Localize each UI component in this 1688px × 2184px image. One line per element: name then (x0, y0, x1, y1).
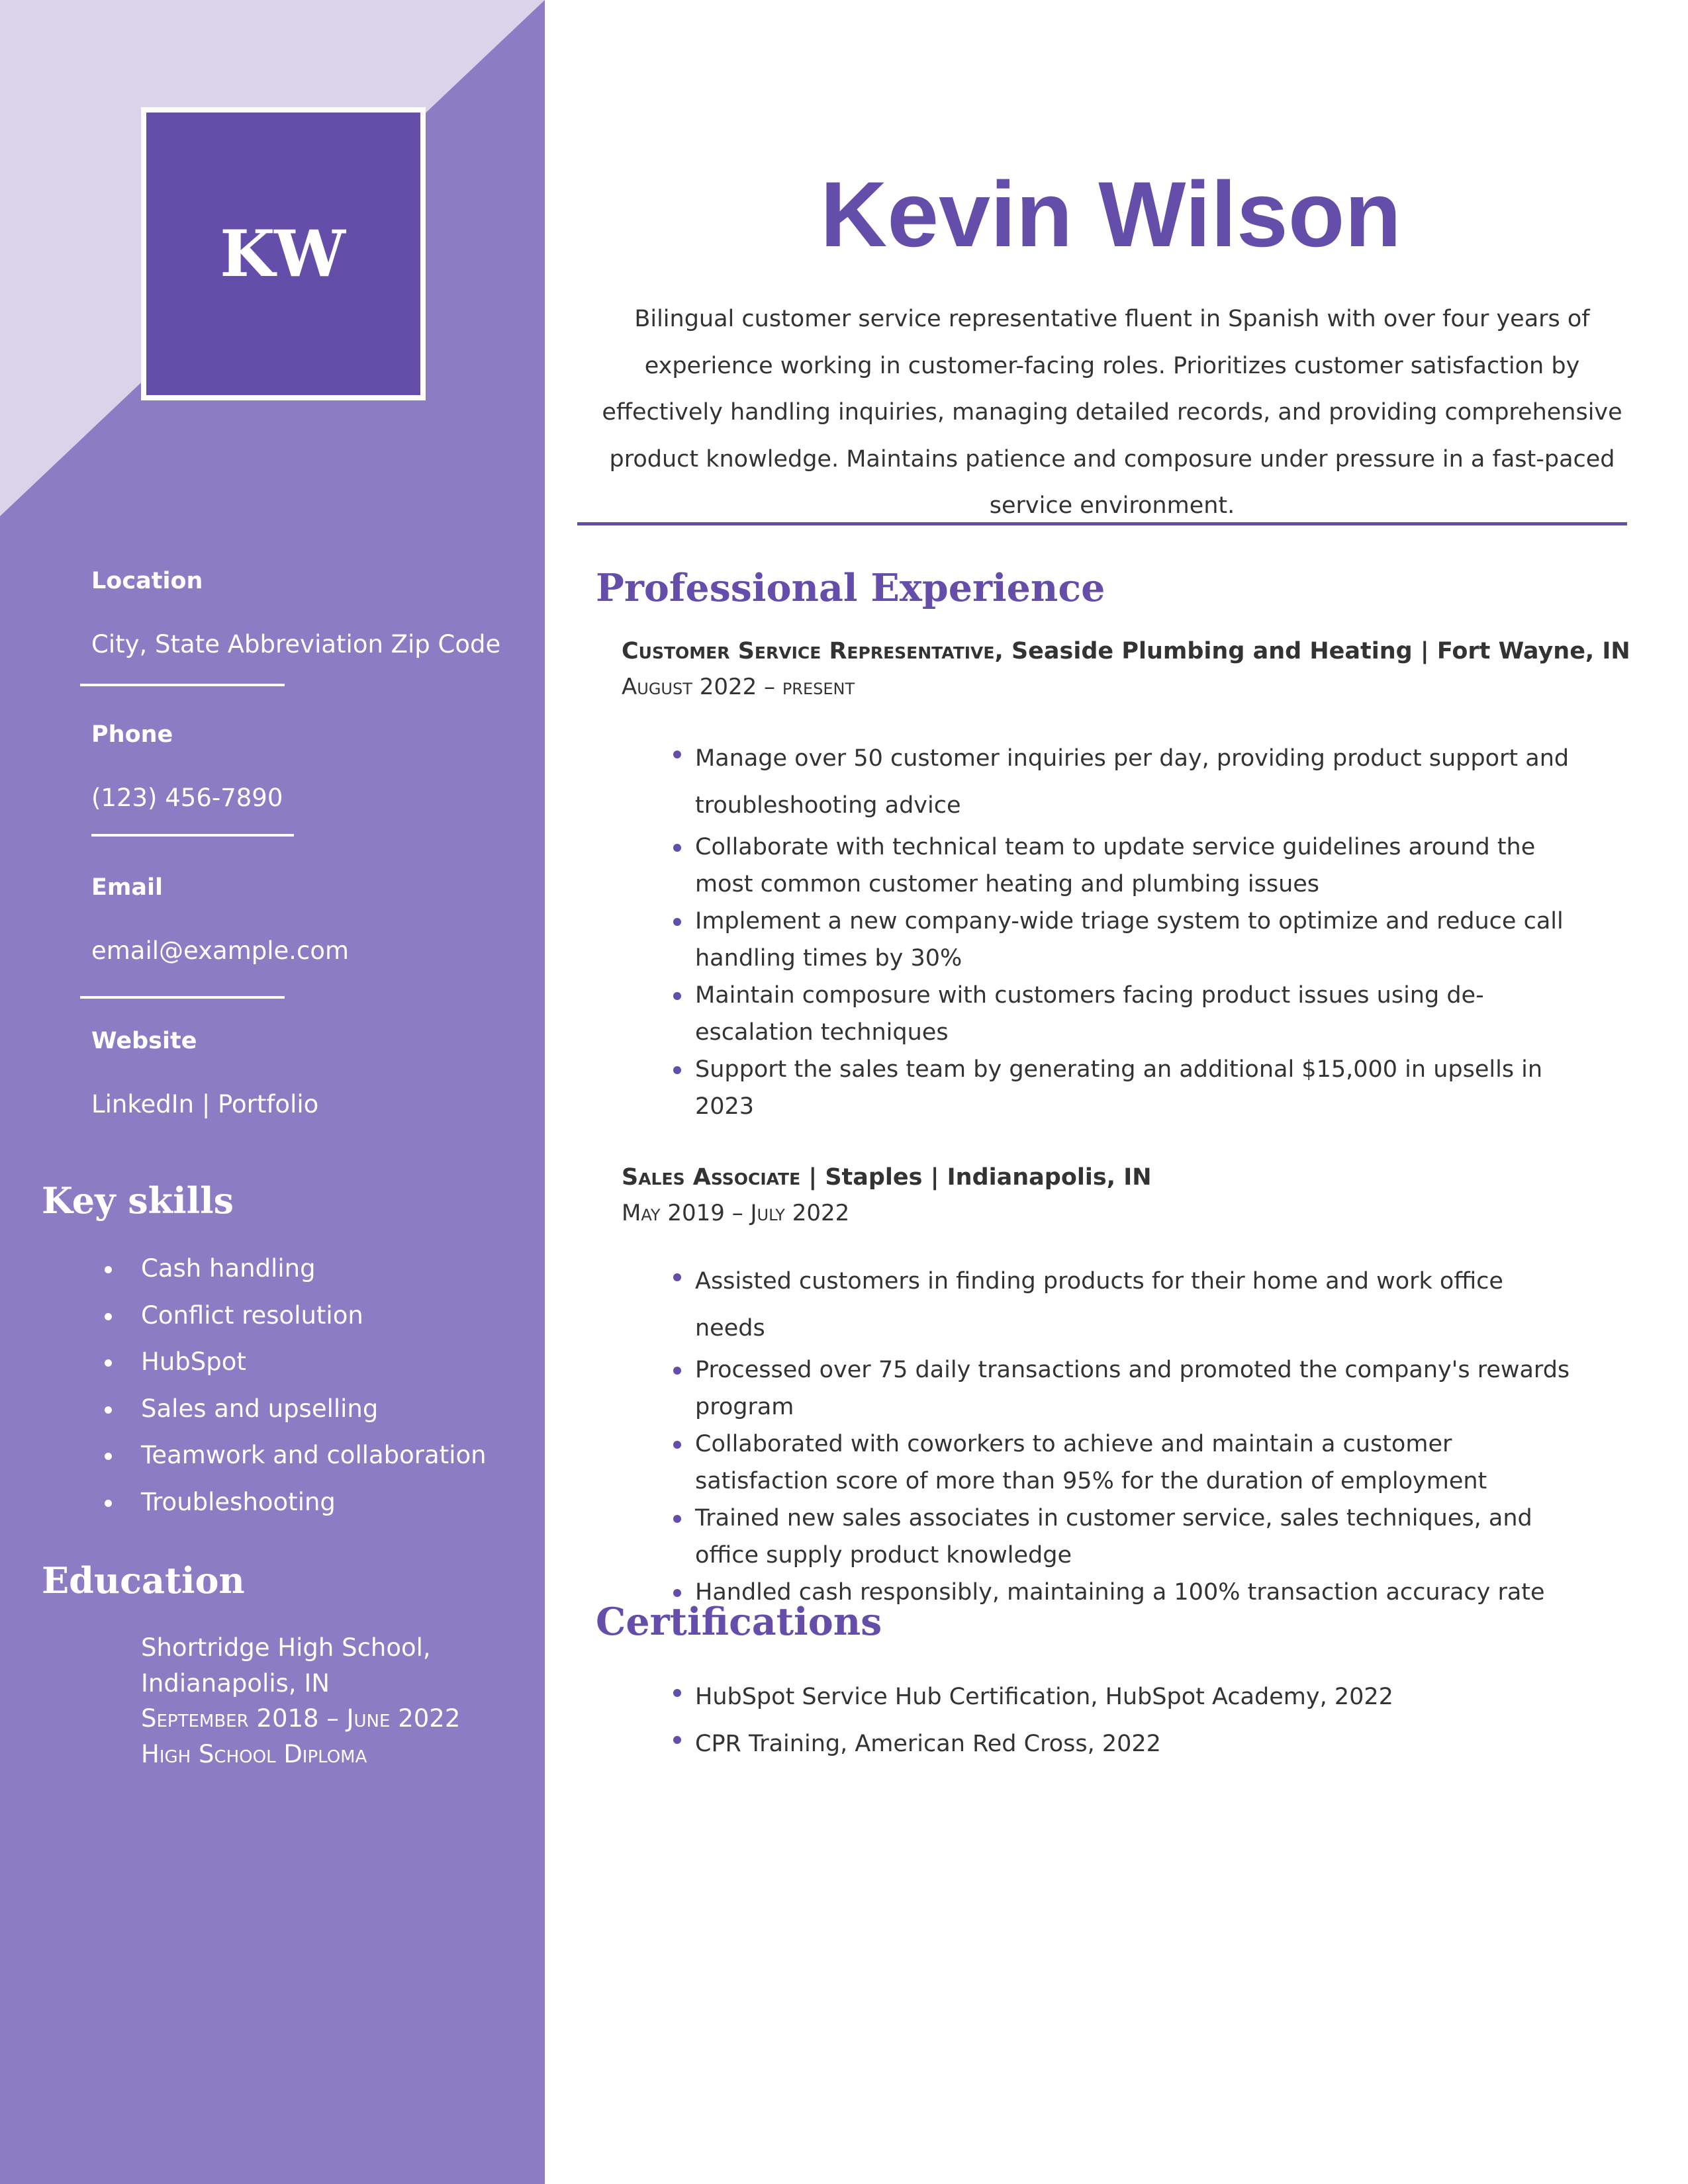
job-bullets (695, 1258, 1575, 1611)
phone-label: Phone (91, 721, 173, 748)
skill-item: Sales and upselling (99, 1386, 487, 1433)
monogram-badge (141, 107, 426, 400)
experience-heading: Professional Experience (596, 566, 1105, 610)
certifications-list (695, 1674, 1575, 1767)
certifications-heading: Certifications (596, 1600, 882, 1644)
job-dates: August 2022 – present (622, 674, 855, 700)
skill-item: HubSpot (99, 1339, 487, 1386)
job-title (622, 1164, 1152, 1191)
job-bullet: Collaborate with technical team to update service guidelines around the most common customer heating and plumbing issues (695, 829, 1575, 903)
professional-summary: Bilingual customer service representative fluent in Spanish with over four years of experience working in customer-facing roles. Prioritizes customer satisfaction by effectively handling inquiries, managing detailed records, and providing comprehensive product knowledge. Maintains patience and composure under pressure in a fast-paced service environment. (602, 306, 1622, 519)
job-bullet: Assisted customers in finding products for their home and work office needs (695, 1258, 1575, 1351)
skill-item: Troubleshooting (99, 1479, 487, 1526)
job-company: , Seaside Plumbing and Heating | Fort Wayne, IN (994, 638, 1630, 664)
contact-divider (80, 684, 285, 686)
website-value[interactable]: LinkedIn | Portfolio (91, 1090, 319, 1118)
skill-item: Teamwork and collaboration (99, 1432, 487, 1479)
job-bullet: Implement a new company-wide triage system to optimize and reduce call handling times by 30% (695, 903, 1575, 977)
job-company: | Staples | Indianapolis, IN (800, 1164, 1152, 1191)
job-dates: May 2019 – July 2022 (622, 1200, 850, 1226)
education-dates: September 2018 – June 2022 (141, 1704, 461, 1733)
job-bullet: Maintain composure with customers facing product issues using de-escalation techniques (695, 977, 1575, 1051)
skills-heading: Key skills (42, 1179, 234, 1222)
skill-item: Conflict resolution (99, 1293, 487, 1340)
job-bullet: Collaborated with coworkers to achieve and maintain a customer satisfaction score of more than 95% for the duration of employment (695, 1426, 1575, 1500)
contact-divider (80, 996, 285, 999)
job-bullet: Processed over 75 daily transactions and promoted the company's rewards program (695, 1351, 1575, 1426)
job-title (622, 638, 1630, 664)
candidate-name: Kevin Wilson (820, 162, 1401, 266)
skills-list (99, 1246, 487, 1525)
job-role: Sales Associate (622, 1164, 801, 1191)
job-bullet: Manage over 50 customer inquiries per day, providing product support and troubleshooting advice (695, 735, 1575, 829)
monogram-text: KW (220, 216, 347, 291)
contact-divider (91, 834, 294, 837)
email-label: Email (91, 874, 163, 901)
education-location: Indianapolis, IN (141, 1669, 330, 1698)
job-bullets (695, 735, 1575, 1125)
education-school: Shortridge High School, (141, 1633, 431, 1662)
location-value: City, State Abbreviation Zip Code (91, 630, 501, 659)
email-value[interactable]: email@example.com (91, 936, 350, 965)
website-label: Website (91, 1028, 197, 1054)
phone-value: (123) 456-7890 (91, 784, 283, 812)
job-bullet: Handled cash responsibly, maintaining a 100% transaction accuracy rate (695, 1574, 1575, 1611)
skill-item: Cash handling (99, 1246, 487, 1293)
header-divider (577, 522, 1627, 525)
job-bullet: Trained new sales associates in customer service, sales techniques, and office supply product knowledge (695, 1500, 1575, 1574)
education-heading: Education (42, 1559, 245, 1602)
education-degree: High School Diploma (141, 1740, 367, 1768)
job-bullet: Support the sales team by generating an additional $15,000 in upsells in 2023 (695, 1051, 1575, 1125)
certification-item: HubSpot Service Hub Certification, HubSpot Academy, 2022 (695, 1674, 1575, 1721)
job-role: Customer Service Representative (622, 638, 995, 664)
location-label: Location (91, 568, 203, 594)
certification-item: CPR Training, American Red Cross, 2022 (695, 1721, 1575, 1768)
